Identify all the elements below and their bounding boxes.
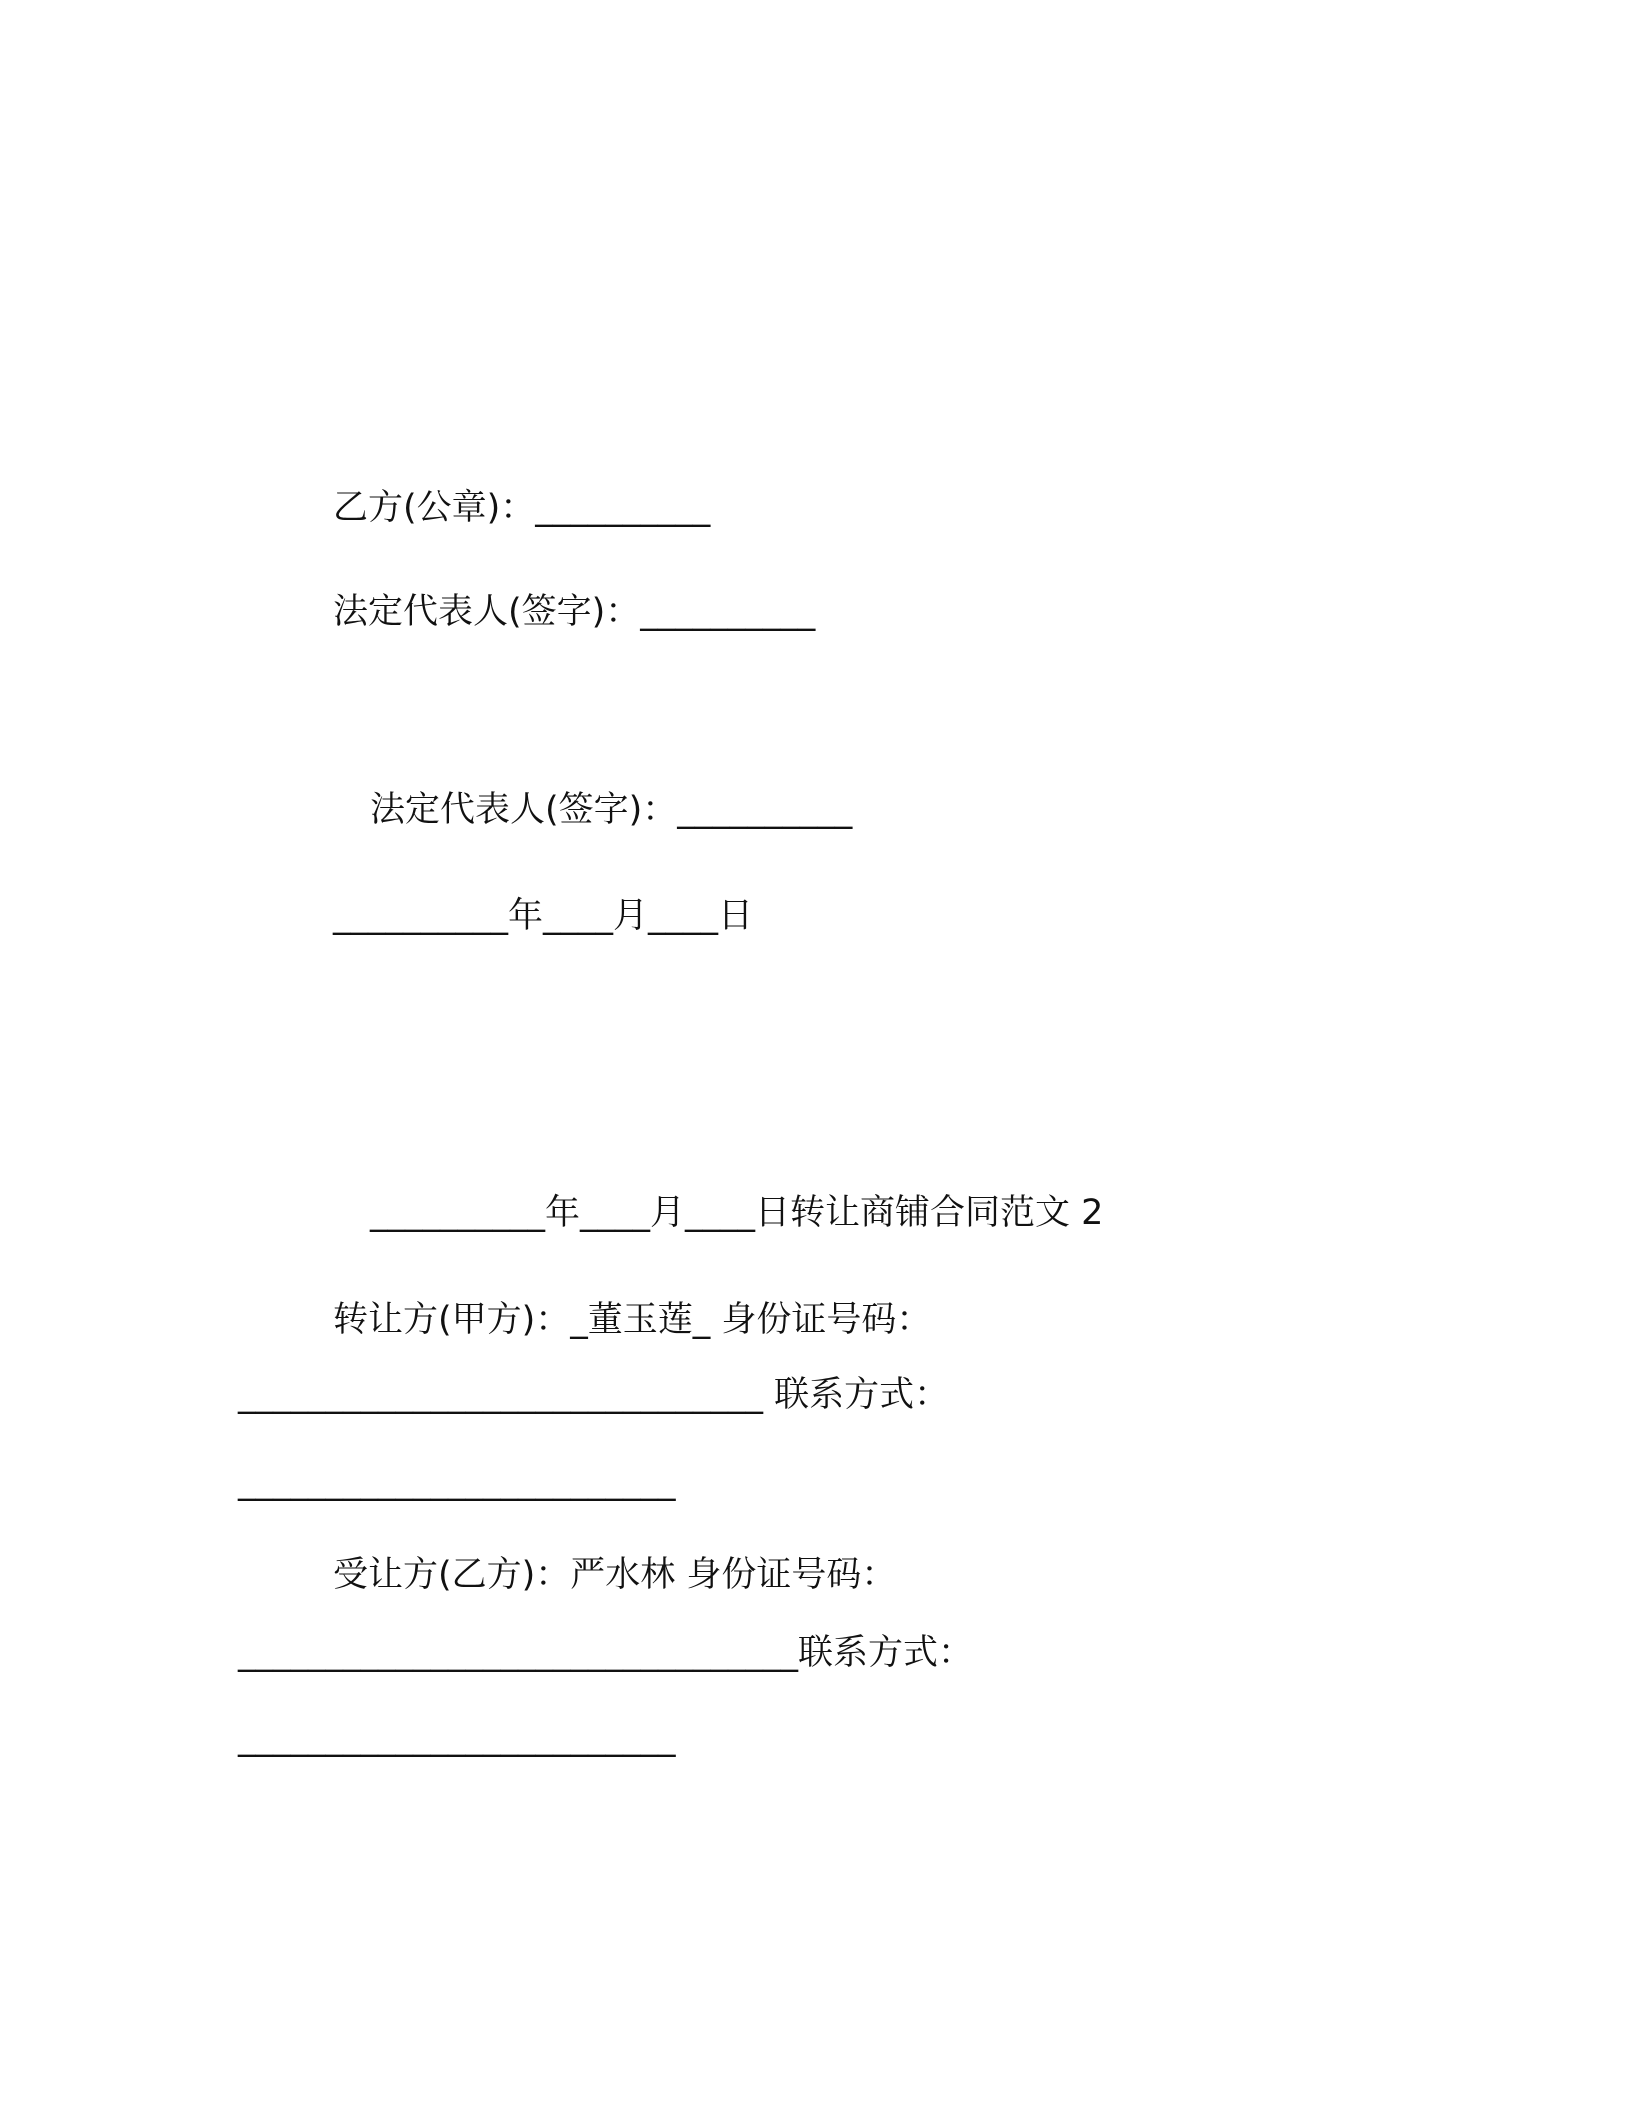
transferee-blank-line: _________________________: [238, 1718, 676, 1758]
transferee-line: 受让方(乙方)：严水林 身份证号码：: [333, 1555, 897, 1595]
transferor-line: 转让方(甲方)：_董玉莲_ 身份证号码：: [333, 1300, 932, 1340]
transferor-contact-line: ______________________________ 联系方式：: [238, 1375, 950, 1415]
legal-rep-signature-line: 法定代表人(签字)：__________: [333, 592, 816, 632]
transferee-contact-line: ________________________________联系方式：: [238, 1633, 974, 1673]
party-b-seal-line: 乙方(公章)：__________: [333, 488, 711, 528]
transferor-blank-line: _________________________: [238, 1462, 676, 1502]
date-line: __________年____月____日: [333, 896, 754, 936]
legal-rep-signature-line-2: 法定代表人(签字)：__________: [370, 790, 853, 830]
contract-heading-line: __________年____月____日转让商铺合同范文 2: [370, 1193, 1104, 1233]
